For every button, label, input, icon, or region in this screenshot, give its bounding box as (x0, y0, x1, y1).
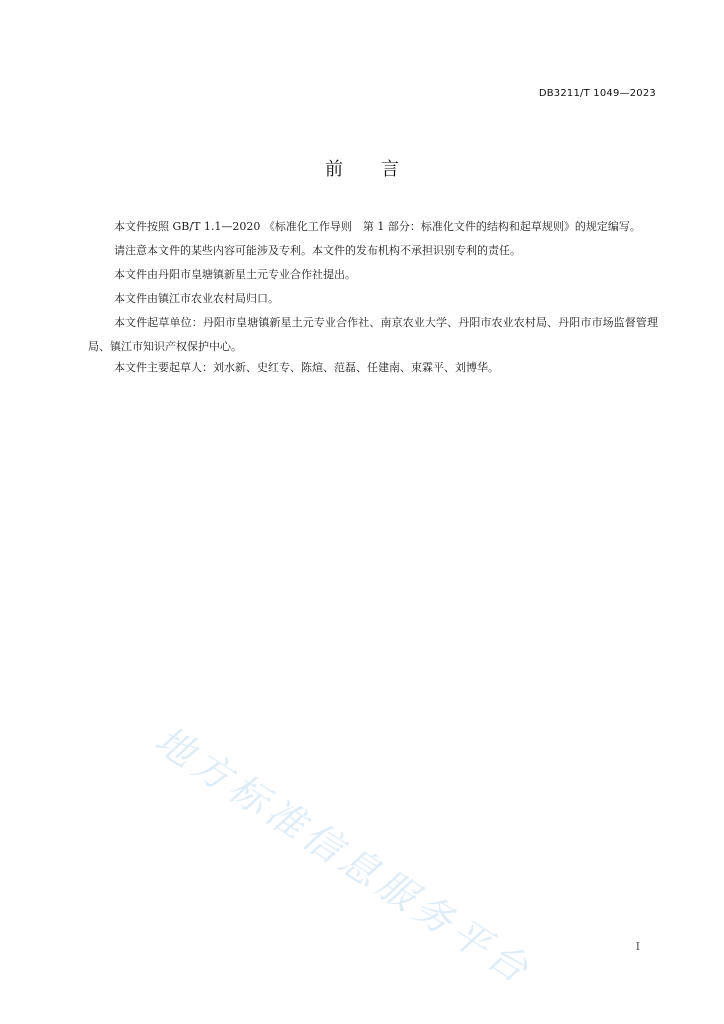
watermark: 地方标准信息服务平台 (147, 717, 541, 995)
foreword-body (88, 215, 658, 376)
paragraph-drafting-units: 本文件起草单位：丹阳市皇塘镇新星土元专业合作社、南京农业大学、丹阳市农业农村局、丹阳市市场监督管理局、镇江市知识产权保护中心。 (88, 316, 658, 353)
document-code: DB3211/T 1049—2023 (538, 88, 656, 99)
page-number: I (635, 940, 640, 953)
paragraph-drafting-basis: 本文件按照 GB/T 1.1—2020 《标准化工作导则 第 1 部分：标准化文件的结构和起草规则》的规定编写。 (114, 220, 641, 233)
paragraph-administrator: 本文件由镇江市农业农村局归口。 (114, 292, 279, 305)
paragraph-drafters: 本文件主要起草人：刘水新、史红专、陈煊、范磊、任建南、束霖平、刘博华。 (114, 361, 499, 374)
paragraph-patent-notice: 请注意本文件的某些内容可能涉及专利。本文件的发布机构不承担识别专利的责任。 (114, 244, 521, 257)
paragraph-proposer: 本文件由丹阳市皇塘镇新星土元专业合作社提出。 (114, 268, 356, 281)
page-title: 前言 (325, 159, 437, 180)
